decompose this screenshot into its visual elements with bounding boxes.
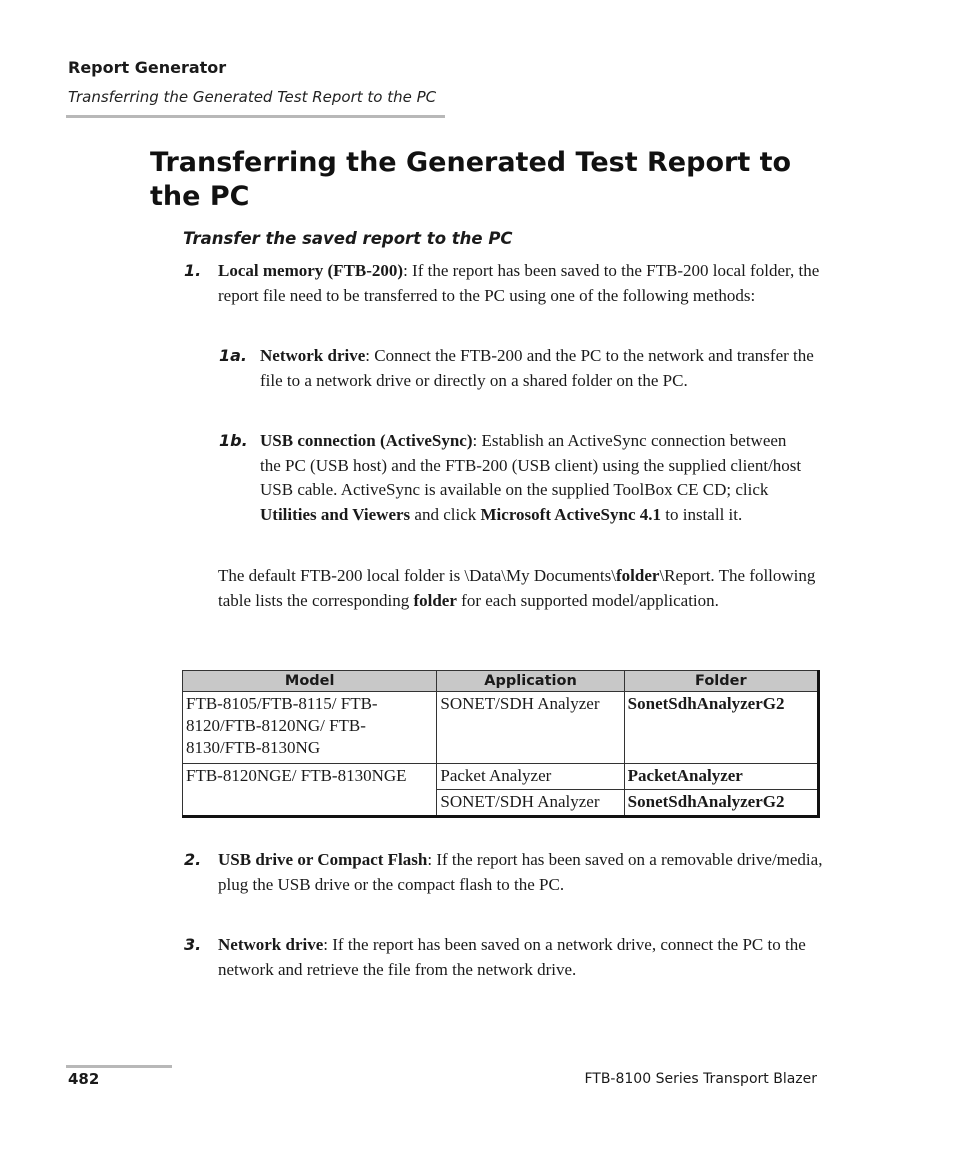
folder-note-text-1: The default FTB-200 local folder is \Data\My Documents\: [218, 566, 616, 585]
step-1a-number: 1a.: [219, 346, 248, 365]
table-cell-folder: SonetSdhAnalyzerG2: [624, 790, 818, 817]
table-header-model: Model: [183, 671, 437, 692]
folder-note-text-3: for each supported model/application.: [456, 590, 719, 610]
folder-note-bold-2: folder: [413, 590, 457, 610]
step-1b-term: USB connection (ActiveSync): [260, 431, 473, 450]
step-2-term: USB drive or Compact Flash: [218, 850, 428, 869]
step-1a-term: Network drive: [260, 346, 366, 365]
step-3-term: Network drive: [218, 935, 324, 954]
step-1a-text: : Connect the FTB-200 and the PC to the network and transfer the file to a network drive or directly on a shared folder on the PC.: [260, 346, 814, 390]
table-cell-model: FTB-8120NGE/ FTB-8130NGE: [183, 764, 437, 817]
footer-rule: [66, 1065, 172, 1068]
table-row: [183, 764, 819, 790]
step-2-number: 2.: [184, 850, 202, 869]
step-1b-text-2: and click: [410, 505, 481, 525]
table-row: [183, 692, 819, 764]
table-cell-application: SONET/SDH Analyzer: [437, 790, 624, 817]
step-3-number: 3.: [184, 935, 202, 954]
step-3-text: : If the report has been saved on a network drive, connect the PC to the network and retrieve the file from the network drive.: [218, 935, 806, 979]
page-number: 482: [68, 1070, 100, 1088]
table-cell-folder: SonetSdhAnalyzerG2: [624, 692, 818, 764]
step-1b-number: 1b.: [219, 431, 248, 450]
folder-note-text-2: \Report. The following table lists the corresponding: [218, 566, 816, 610]
step-1b-bold-2: Microsoft ActiveSync 4.1: [480, 505, 662, 525]
step-1-text: : If the report has been saved to the FTB-200 local folder, the report file need to be transferred to the PC using one of the following methods:: [218, 261, 820, 305]
step-3: [218, 933, 818, 982]
folder-note-bold-1: folder: [616, 566, 660, 585]
step-1: [218, 259, 823, 308]
running-header-title: Report Generator: [68, 58, 227, 77]
table-cell-application: SONET/SDH Analyzer: [437, 692, 624, 764]
step-1-number: 1.: [184, 261, 202, 280]
running-header-subtitle: Transferring the Generated Test Report to the PC: [68, 88, 437, 106]
step-2: [218, 848, 823, 897]
procedure-title: Transfer the saved report to the PC: [183, 229, 513, 248]
table-cell-application: Packet Analyzer: [437, 764, 624, 790]
table-cell-folder: PacketAnalyzer: [624, 764, 818, 790]
product-name: FTB-8100 Series Transport Blazer: [584, 1071, 817, 1087]
step-1-term: Local memory (FTB-200): [218, 261, 404, 280]
table-header-folder: Folder: [624, 671, 818, 692]
table-header-application: Application: [437, 671, 624, 692]
step-1b-text-3: to install it.: [661, 505, 743, 525]
step-1a: [260, 344, 820, 393]
step-1b-text-1: : Establish an ActiveSync connection between the PC (USB host) and the FTB-200 (USB client) using the supplied client/host USB cable. ActiveSync is available on the supplied ToolBox CE CD; click: [260, 431, 802, 500]
table-header-row: [183, 671, 819, 692]
folder-note: [218, 564, 833, 613]
folder-table: [182, 670, 820, 818]
header-rule: [66, 115, 445, 118]
step-1b-bold-1: Utilities and Viewers: [260, 505, 411, 525]
step-2-text: : If the report has been saved on a removable drive/media, plug the USB drive or the compact flash to the PC.: [218, 850, 823, 894]
step-1b: [260, 429, 805, 528]
page-heading: Transferring the Generated Test Report to the PC: [150, 147, 792, 212]
table-cell-model: FTB-8105/FTB-8115/ FTB-8120/FTB-8120NG/ FTB-8130/FTB-8130NG: [183, 692, 437, 764]
